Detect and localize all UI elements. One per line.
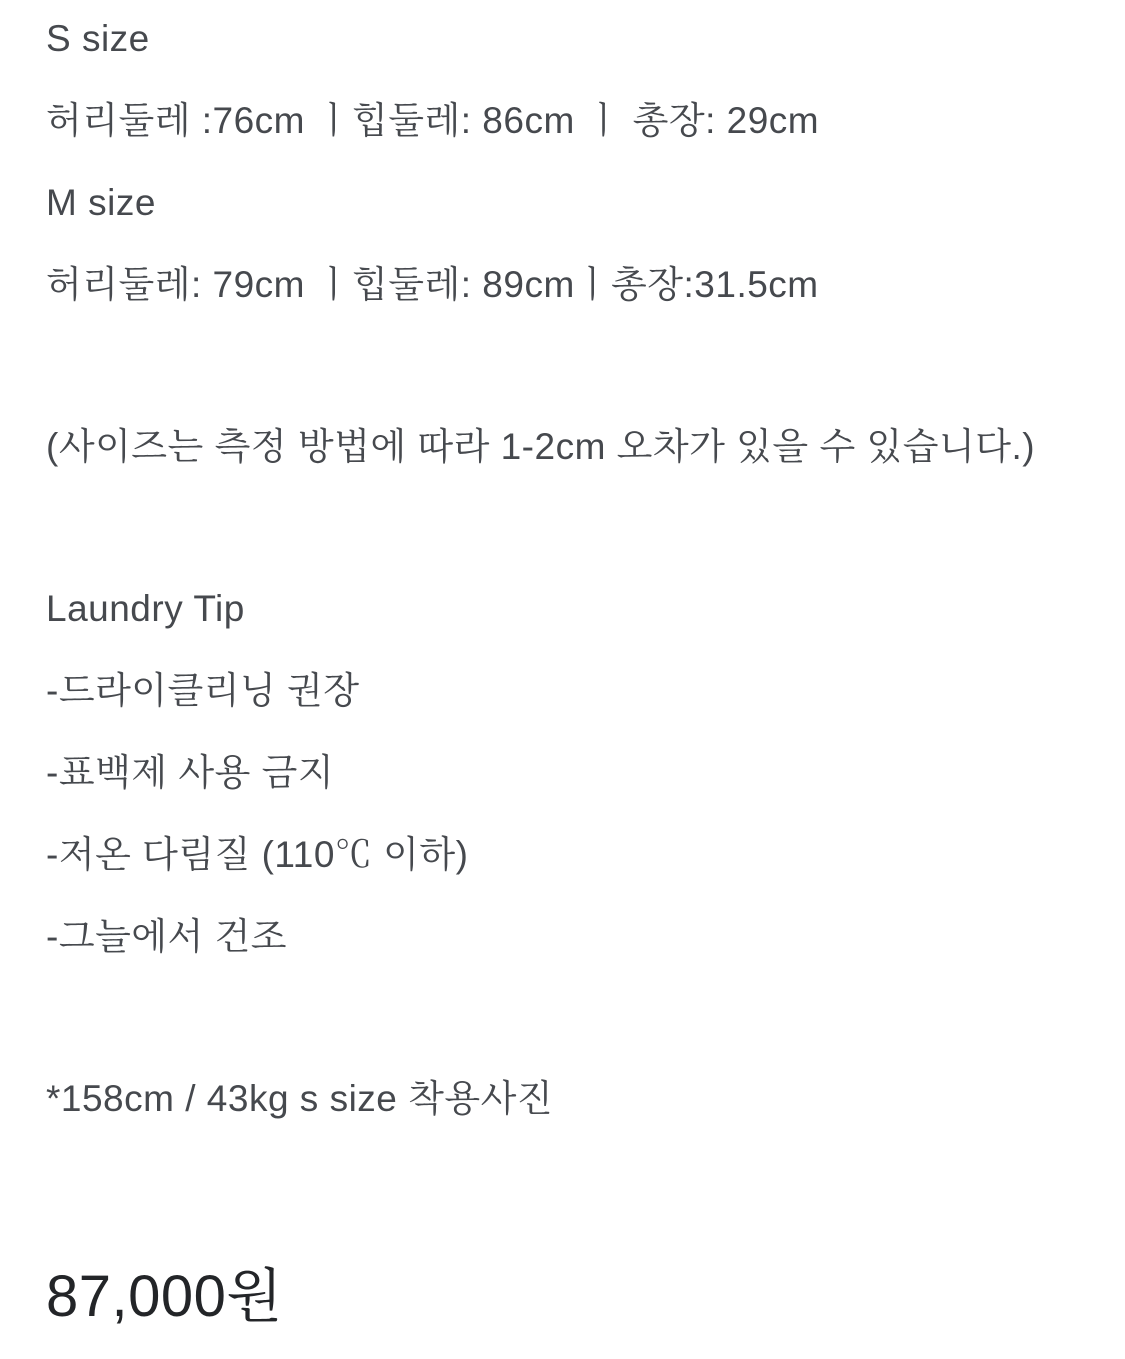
laundry-tip-shade-dry: -그늘에서 건조 <box>46 916 288 957</box>
model-fitting-info: *158cm / 43kg s size 착용사진 <box>46 1078 554 1119</box>
laundry-tip-title: Laundry Tip <box>46 588 245 629</box>
size-m-title: M size <box>46 182 156 223</box>
size-tolerance-note: (사이즈는 측정 방법에 따라 1-2cm 오차가 있을 수 있습니다.) <box>46 426 1036 467</box>
laundry-tip-no-bleach: -표백제 사용 금지 <box>46 752 335 793</box>
size-s-measurements: 허리둘레 :76cm ㅣ힙둘레: 86cm ㅣ 총장: 29cm <box>46 100 820 141</box>
laundry-tip-dry-cleaning: -드라이클리닝 권장 <box>46 670 360 711</box>
size-m-measurements: 허리둘레: 79cm ㅣ힙둘레: 89cmㅣ총장:31.5cm <box>46 264 819 305</box>
laundry-tip-low-iron: -저온 다림질 (110℃ 이하) <box>46 834 469 875</box>
product-price: 87,000원 <box>46 1264 283 1329</box>
size-s-title: S size <box>46 18 150 59</box>
